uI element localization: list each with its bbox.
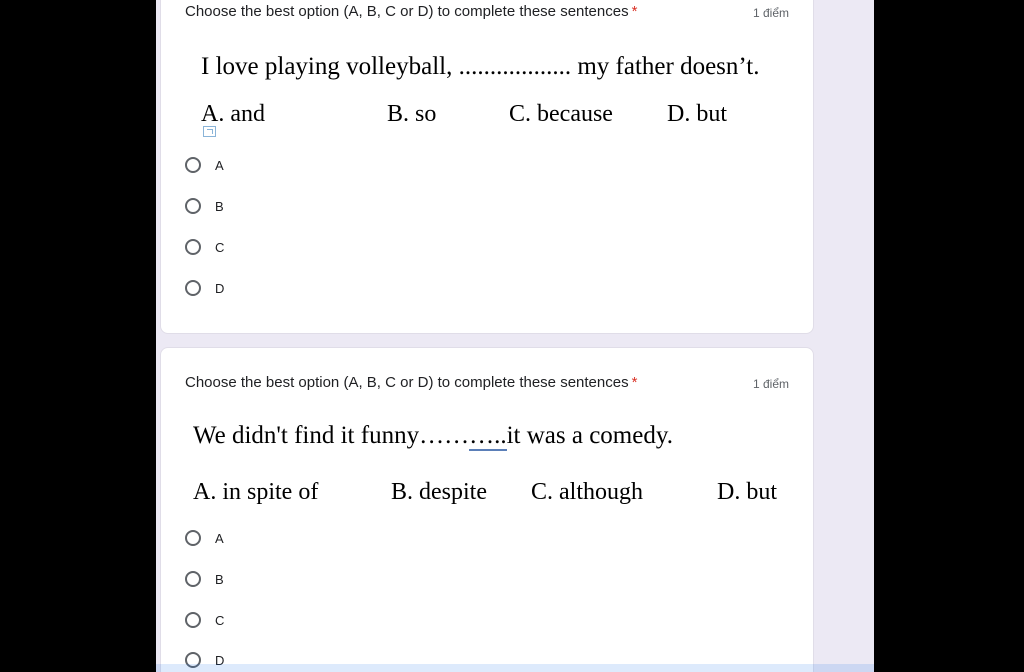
choice-b: B. so (387, 101, 437, 127)
radio-circle-icon[interactable] (185, 157, 201, 173)
radio-label: D (215, 280, 225, 296)
required-mark: * (631, 3, 638, 20)
choice-d: D. but (717, 479, 777, 505)
radio-option-a[interactable] (185, 154, 224, 176)
radio-circle-icon[interactable] (185, 280, 201, 296)
points-label: 1 điểm (752, 377, 789, 391)
bottom-bar (156, 664, 874, 672)
radio-label: A (215, 530, 224, 546)
choice-a: A. in spite of (193, 479, 319, 505)
sentence-part: it was a comedy. (506, 422, 673, 449)
choice-a: A. and (201, 101, 265, 127)
choice-c: C. although (531, 479, 643, 505)
radio-circle-icon[interactable] (185, 571, 201, 587)
radio-label: B (215, 571, 224, 587)
radio-circle-icon[interactable] (185, 239, 201, 255)
image-placeholder-icon (203, 126, 216, 137)
question-title-text: Choose the best option (A, B, C or D) to complete these sentences (185, 3, 629, 20)
question-sentence (193, 422, 673, 450)
question-title-text: Choose the best option (A, B, C or D) to complete these sentences (185, 374, 629, 391)
radio-option-b[interactable] (185, 568, 224, 590)
radio-option-b[interactable] (185, 195, 224, 217)
choice-b: B. despite (391, 479, 487, 505)
radio-label: D (215, 652, 225, 668)
radio-option-d[interactable] (185, 277, 224, 299)
radio-option-c[interactable] (185, 609, 224, 631)
required-mark: * (631, 374, 638, 391)
sentence-underlined-part: ….. (469, 422, 507, 449)
points-label: 1 điểm (752, 6, 789, 20)
radio-label: C (215, 612, 225, 628)
radio-label: C (215, 239, 225, 255)
question-title (185, 3, 637, 20)
question-title (185, 374, 637, 391)
form-screen (156, 0, 874, 672)
radio-label: B (215, 198, 224, 214)
radio-label: A (215, 157, 224, 173)
sentence-part: We didn't find it funny…… (193, 422, 470, 449)
radio-option-a[interactable] (185, 527, 224, 549)
radio-circle-icon[interactable] (185, 530, 201, 546)
question-card-2 (160, 347, 814, 672)
radio-option-c[interactable] (185, 236, 224, 258)
question-card-1 (160, 0, 814, 334)
choice-c: C. because (509, 101, 613, 127)
radio-circle-icon[interactable] (185, 612, 201, 628)
radio-circle-icon[interactable] (185, 198, 201, 214)
question-sentence: I love playing volleyball, .................. my father doesn’t. (201, 53, 760, 80)
choice-d: D. but (667, 101, 727, 127)
